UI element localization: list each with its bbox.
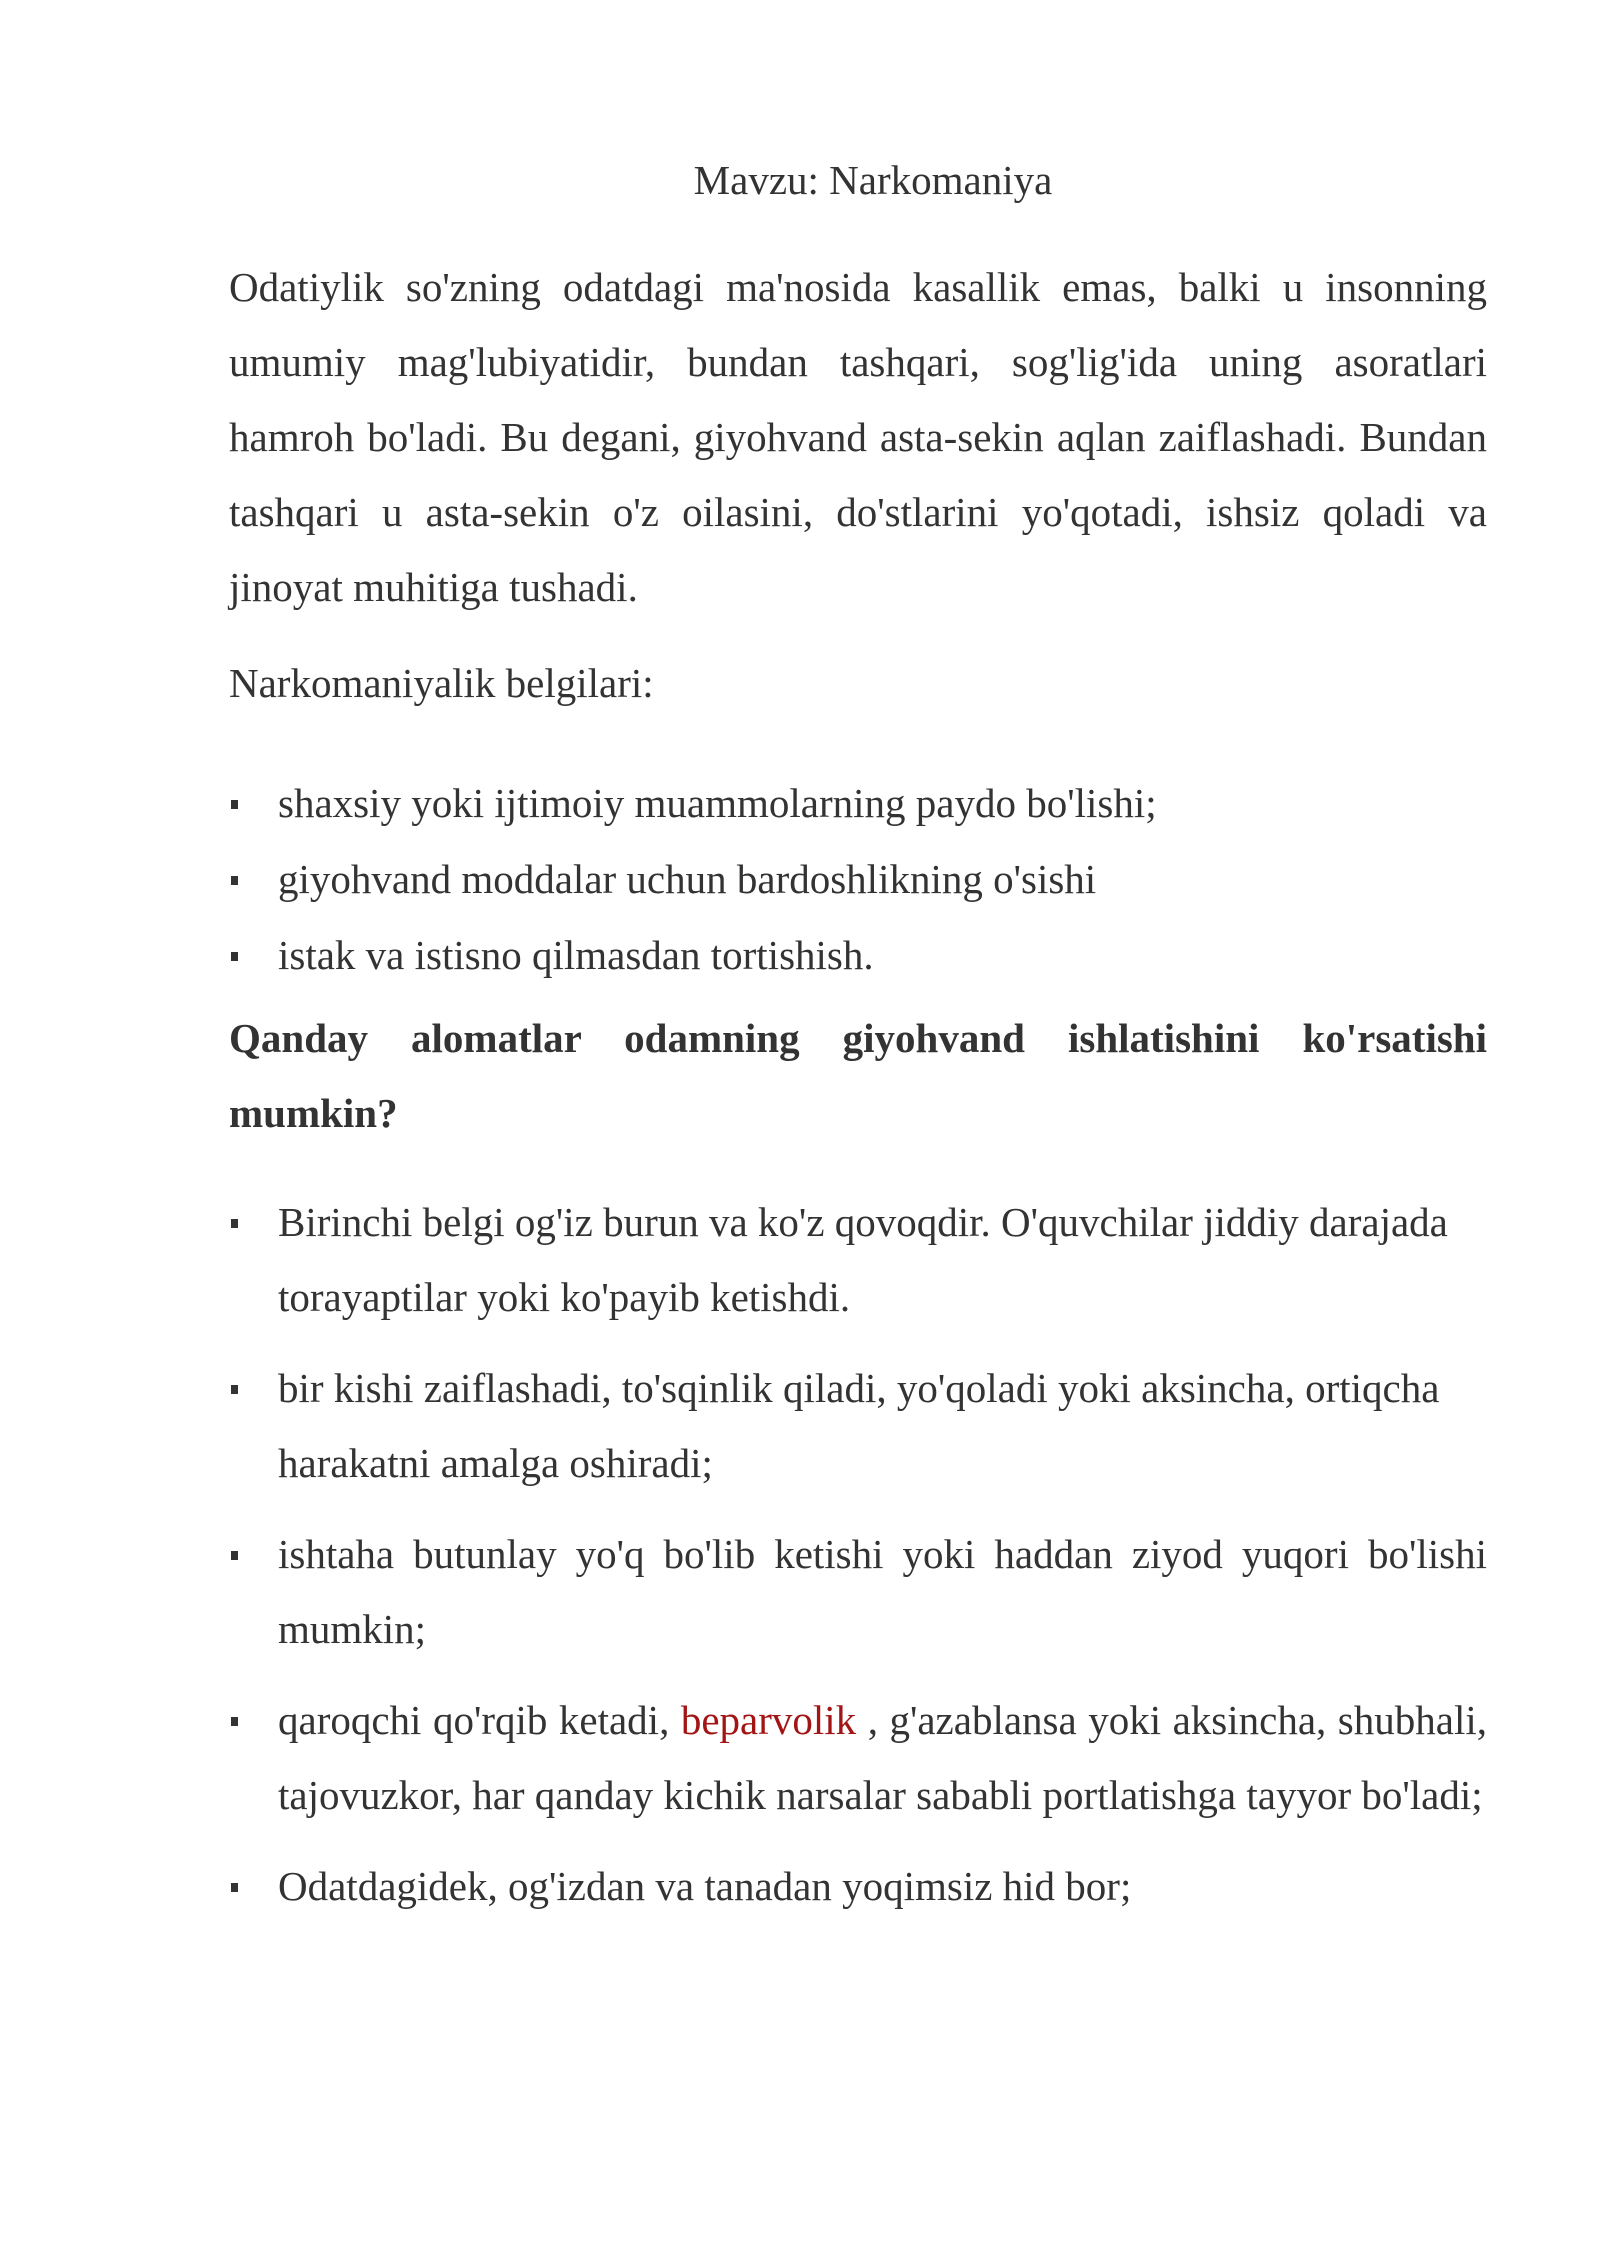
beparvolik-link[interactable]: beparvolik: [680, 1697, 857, 1743]
intro-paragraph: Odatiylik so'zning odatdagi ma'nosida kasallik emas, balki u insonning umumiy mag'lubiyatidir, bundan tashqari, sog'lig'ida uning asoratlari hamroh bo'ladi. Bu degani, giyohvand asta-sekin aqlan zaiflashadi. Bundan tashqari u asta-sekin o'z oilasini, do'stlarini yo'qotadi, ishsiz qoladi va jinoyat muhitiga tushadi.: [229, 264, 1487, 610]
signs-list: [229, 773, 1487, 985]
list-item-text-before: qaroqchi qo'rqib ketadi,: [278, 1697, 670, 1743]
list-item-text: ishtaha butunlay yo'q bo'lib ketishi yoki haddan ziyod yuqori bo'lishi mumkin;: [278, 1531, 1487, 1652]
list-item-text: istak va istisno qilmasdan tortishish.: [278, 932, 874, 978]
list-item: [229, 1185, 1509, 1335]
square-bullet-icon: [231, 1219, 238, 1228]
list-item-text: giyohvand moddalar uchun bardoshlikning o'sishi: [278, 856, 1097, 902]
square-bullet-icon: [231, 800, 238, 809]
question-heading: Qanday alomatlar odamning giyohvand ishlatishini ko'rsatishi mumkin?: [229, 1015, 1487, 1136]
square-bullet-icon: [231, 876, 238, 885]
list-item: [229, 1351, 1509, 1501]
square-bullet-icon: [231, 1385, 238, 1394]
page-title: Mavzu: Narkomaniya: [693, 157, 1053, 203]
square-bullet-icon: [231, 1883, 238, 1892]
list-item: [229, 1683, 1487, 1833]
square-bullet-icon: [231, 1551, 238, 1560]
list-item: [229, 1849, 1509, 1924]
list-item-text: bir kishi zaiflashadi, to'sqinlik qiladi, yo'qoladi yoki aksincha, ortiqcha harakatni amalga oshiradi;: [278, 1365, 1440, 1486]
list-item-text: Odatdagidek, og'izdan va tanadan yoqimsiz hid bor;: [278, 1863, 1132, 1909]
list-item: [229, 773, 1487, 833]
symptoms-list: [229, 1185, 1509, 1924]
list-item-text: shaxsiy yoki ijtimoiy muammolarning paydo bo'lishi;: [278, 780, 1157, 826]
list-item-text-after: , g'azablansa yoki aksincha, shubhali, tajovuzkor, har qanday kichik narsalar sababli portlatishga tayyor bo'ladi;: [278, 1697, 1487, 1818]
square-bullet-icon: [231, 1717, 238, 1726]
document-page: [229, 150, 1487, 1940]
signs-heading: Narkomaniyalik belgilari:: [229, 660, 654, 706]
list-item: [229, 849, 1487, 909]
list-item: [229, 1517, 1487, 1667]
list-item-text: Birinchi belgi og'iz burun va ko'z qovoqdir. O'quvchilar jiddiy darajada torayaptilar yoki ko'payib ketishdi.: [278, 1199, 1448, 1320]
square-bullet-icon: [231, 952, 238, 961]
list-item: [229, 925, 1487, 985]
